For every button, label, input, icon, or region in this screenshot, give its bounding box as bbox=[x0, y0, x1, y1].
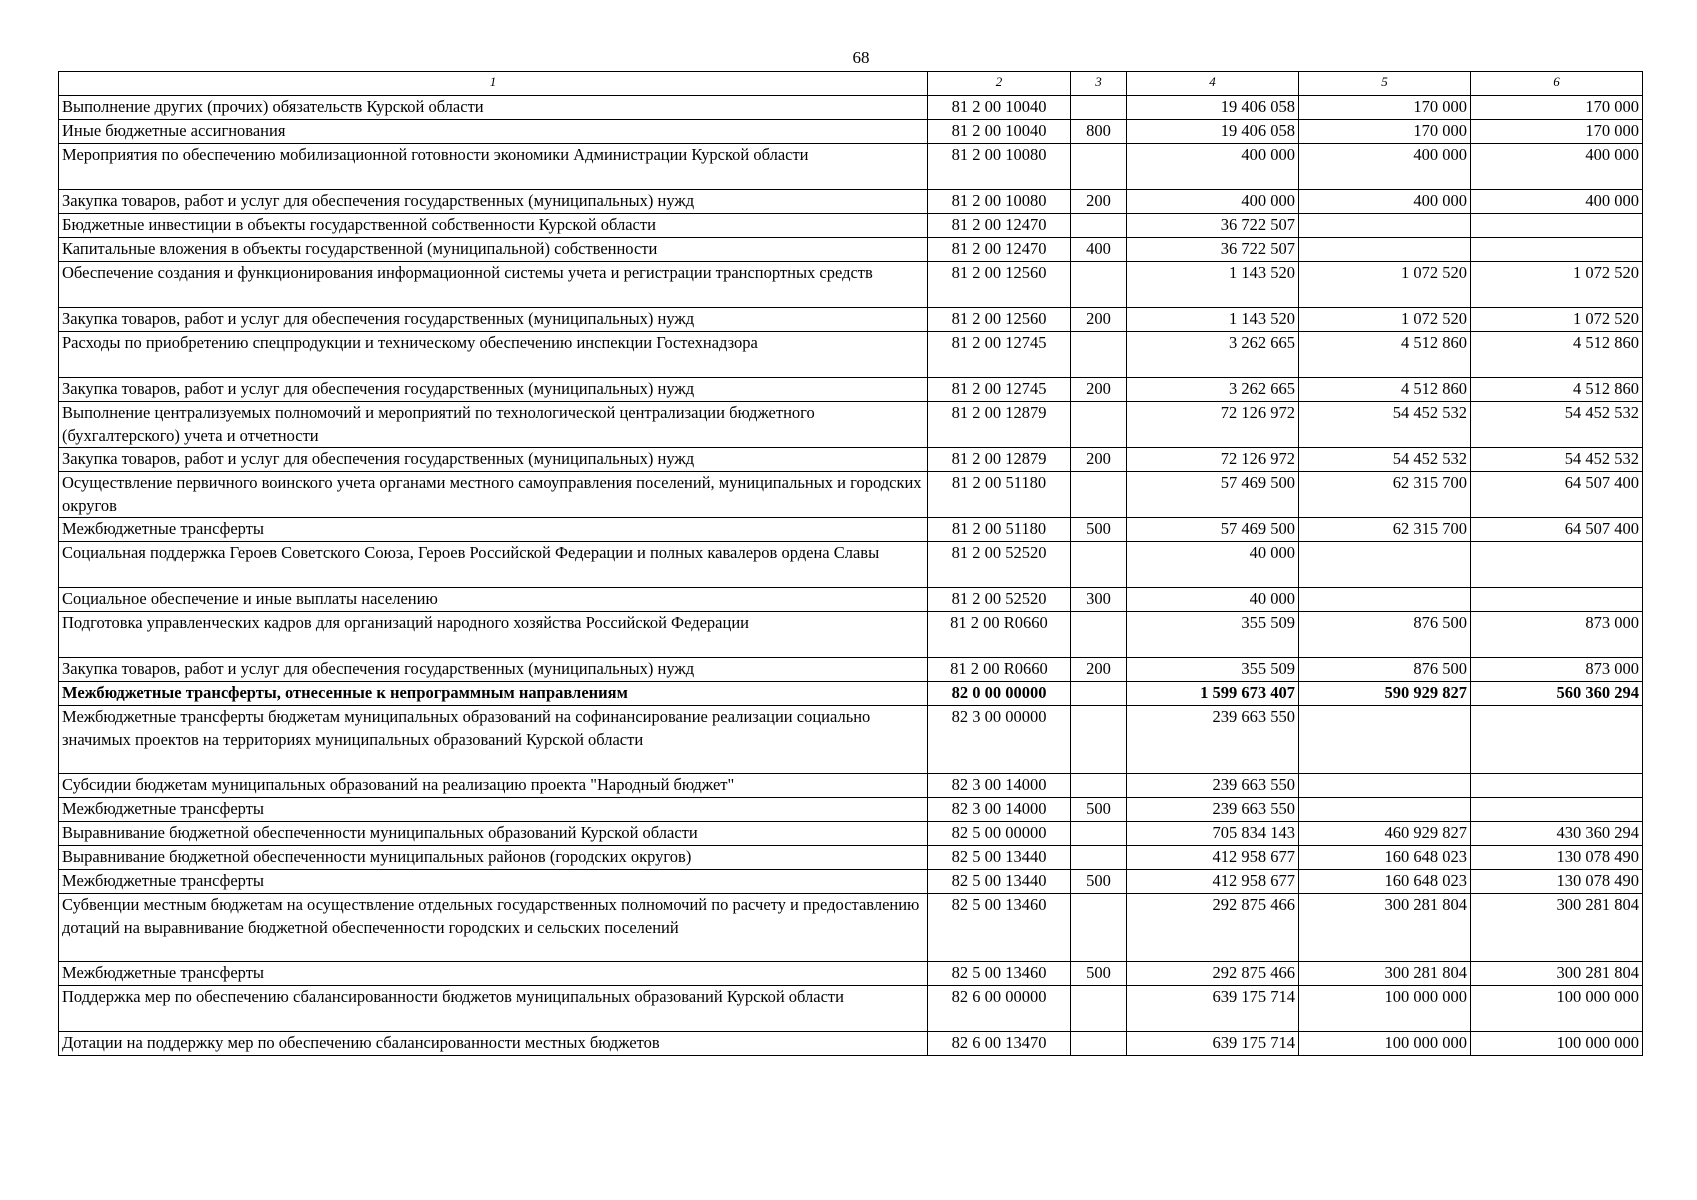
row-value-col4: 57 469 500 bbox=[1127, 518, 1299, 542]
row-code: 82 5 00 13460 bbox=[928, 962, 1071, 986]
row-value-col4: 72 126 972 bbox=[1127, 402, 1299, 448]
row-value-col4: 19 406 058 bbox=[1127, 96, 1299, 120]
row-value-col4: 705 834 143 bbox=[1127, 822, 1299, 846]
row-value-col4: 412 958 677 bbox=[1127, 870, 1299, 894]
row-value-col4: 400 000 bbox=[1127, 144, 1299, 190]
row-expense-type: 500 bbox=[1071, 870, 1127, 894]
budget-table bbox=[58, 71, 1643, 1056]
row-expense-type bbox=[1071, 846, 1127, 870]
table-row bbox=[59, 518, 1643, 542]
row-name: Закупка товаров, работ и услуг для обеспечения государственных (муниципальных) нужд bbox=[59, 378, 928, 402]
row-code: 81 2 00 10040 bbox=[928, 120, 1071, 144]
row-expense-type: 500 bbox=[1071, 518, 1127, 542]
row-expense-type bbox=[1071, 986, 1127, 1032]
column-number: 4 bbox=[1127, 72, 1299, 96]
row-expense-type bbox=[1071, 332, 1127, 378]
row-code: 81 2 00 12560 bbox=[928, 308, 1071, 332]
row-value-col5 bbox=[1299, 542, 1471, 588]
row-value-col4: 412 958 677 bbox=[1127, 846, 1299, 870]
row-value-col5: 170 000 bbox=[1299, 96, 1471, 120]
row-value-col5: 170 000 bbox=[1299, 120, 1471, 144]
row-value-col6: 64 507 400 bbox=[1471, 518, 1643, 542]
row-expense-type bbox=[1071, 214, 1127, 238]
row-value-col6: 64 507 400 bbox=[1471, 472, 1643, 518]
row-expense-type bbox=[1071, 542, 1127, 588]
table-row bbox=[59, 612, 1643, 658]
row-value-col4: 40 000 bbox=[1127, 542, 1299, 588]
row-name: Обеспечение создания и функционирования информационной системы учета и регистрации транспортных средств bbox=[59, 262, 928, 308]
row-code: 81 2 00 12879 bbox=[928, 448, 1071, 472]
row-value-col6: 130 078 490 bbox=[1471, 870, 1643, 894]
row-value-col5: 4 512 860 bbox=[1299, 378, 1471, 402]
table-row bbox=[59, 262, 1643, 308]
row-name: Расходы по приобретению спецпродукции и техническому обеспечению инспекции Гостехнадзора bbox=[59, 332, 928, 378]
row-expense-type: 200 bbox=[1071, 190, 1127, 214]
row-name: Выполнение централизуемых полномочий и мероприятий по технологической централизации бюджетного (бухгалтерского) учета и отчетности bbox=[59, 402, 928, 448]
row-name: Дотации на поддержку мер по обеспечению сбалансированности местных бюджетов bbox=[59, 1032, 928, 1056]
row-value-col5: 54 452 532 bbox=[1299, 402, 1471, 448]
row-name: Поддержка мер по обеспечению сбалансированности бюджетов муниципальных образований Курской области bbox=[59, 986, 928, 1032]
row-value-col4: 400 000 bbox=[1127, 190, 1299, 214]
row-expense-type bbox=[1071, 262, 1127, 308]
row-name: Капитальные вложения в объекты государственной (муниципальной) собственности bbox=[59, 238, 928, 262]
row-name: Бюджетные инвестиции в объекты государственной собственности Курской области bbox=[59, 214, 928, 238]
row-value-col5: 876 500 bbox=[1299, 658, 1471, 682]
row-code: 82 3 00 14000 bbox=[928, 774, 1071, 798]
column-number: 6 bbox=[1471, 72, 1643, 96]
row-value-col6: 430 360 294 bbox=[1471, 822, 1643, 846]
row-value-col6: 100 000 000 bbox=[1471, 986, 1643, 1032]
table-row bbox=[59, 682, 1643, 706]
row-expense-type bbox=[1071, 402, 1127, 448]
row-code: 81 2 00 10080 bbox=[928, 144, 1071, 190]
row-value-col4: 40 000 bbox=[1127, 588, 1299, 612]
row-code: 82 3 00 14000 bbox=[928, 798, 1071, 822]
table-row bbox=[59, 986, 1643, 1032]
row-value-col4: 355 509 bbox=[1127, 612, 1299, 658]
row-value-col6: 170 000 bbox=[1471, 120, 1643, 144]
row-code: 81 2 00 12879 bbox=[928, 402, 1071, 448]
row-expense-type bbox=[1071, 822, 1127, 846]
table-row bbox=[59, 378, 1643, 402]
row-expense-type: 200 bbox=[1071, 308, 1127, 332]
row-value-col5: 400 000 bbox=[1299, 144, 1471, 190]
row-value-col4: 19 406 058 bbox=[1127, 120, 1299, 144]
row-value-col4: 72 126 972 bbox=[1127, 448, 1299, 472]
row-expense-type: 300 bbox=[1071, 588, 1127, 612]
row-value-col5: 4 512 860 bbox=[1299, 332, 1471, 378]
row-value-col6: 560 360 294 bbox=[1471, 682, 1643, 706]
row-expense-type bbox=[1071, 706, 1127, 774]
row-value-col6: 300 281 804 bbox=[1471, 894, 1643, 962]
table-row bbox=[59, 706, 1643, 774]
table-row bbox=[59, 472, 1643, 518]
row-value-col6: 873 000 bbox=[1471, 612, 1643, 658]
row-value-col5 bbox=[1299, 774, 1471, 798]
table-row bbox=[59, 798, 1643, 822]
row-code: 82 6 00 13470 bbox=[928, 1032, 1071, 1056]
row-value-col5: 160 648 023 bbox=[1299, 870, 1471, 894]
row-value-col5: 876 500 bbox=[1299, 612, 1471, 658]
row-value-col6: 54 452 532 bbox=[1471, 402, 1643, 448]
row-value-col5: 100 000 000 bbox=[1299, 986, 1471, 1032]
row-expense-type bbox=[1071, 1032, 1127, 1056]
row-value-col5: 460 929 827 bbox=[1299, 822, 1471, 846]
row-value-col6 bbox=[1471, 542, 1643, 588]
row-value-col4: 57 469 500 bbox=[1127, 472, 1299, 518]
row-code: 82 6 00 00000 bbox=[928, 986, 1071, 1032]
row-name: Осуществление первичного воинского учета органами местного самоуправления поселений, муниципальных и городских округов bbox=[59, 472, 928, 518]
row-value-col6: 400 000 bbox=[1471, 144, 1643, 190]
row-code: 82 0 00 00000 bbox=[928, 682, 1071, 706]
row-value-col6: 400 000 bbox=[1471, 190, 1643, 214]
column-number: 2 bbox=[928, 72, 1071, 96]
table-row bbox=[59, 120, 1643, 144]
row-name: Социальное обеспечение и иные выплаты населению bbox=[59, 588, 928, 612]
row-code: 81 2 00 12470 bbox=[928, 238, 1071, 262]
row-code: 82 5 00 13440 bbox=[928, 846, 1071, 870]
row-name: Закупка товаров, работ и услуг для обеспечения государственных (муниципальных) нужд bbox=[59, 308, 928, 332]
row-name: Межбюджетные трансферты бюджетам муниципальных образований на софинансирование реализации социально значимых проектов на территориях муниципальных образований Курской области bbox=[59, 706, 928, 774]
row-value-col4: 3 262 665 bbox=[1127, 332, 1299, 378]
row-value-col5: 100 000 000 bbox=[1299, 1032, 1471, 1056]
row-expense-type: 800 bbox=[1071, 120, 1127, 144]
page-number: 68 bbox=[852, 48, 870, 67]
table-row bbox=[59, 238, 1643, 262]
row-value-col4: 1 143 520 bbox=[1127, 308, 1299, 332]
row-value-col5: 62 315 700 bbox=[1299, 472, 1471, 518]
row-code: 81 2 00 12470 bbox=[928, 214, 1071, 238]
row-value-col5: 54 452 532 bbox=[1299, 448, 1471, 472]
row-code: 81 2 00 52520 bbox=[928, 542, 1071, 588]
table-row bbox=[59, 308, 1643, 332]
row-expense-type bbox=[1071, 894, 1127, 962]
row-value-col5: 62 315 700 bbox=[1299, 518, 1471, 542]
row-value-col4: 1 599 673 407 bbox=[1127, 682, 1299, 706]
row-expense-type: 200 bbox=[1071, 378, 1127, 402]
row-value-col5: 300 281 804 bbox=[1299, 962, 1471, 986]
row-expense-type: 200 bbox=[1071, 658, 1127, 682]
row-code: 81 2 00 R0660 bbox=[928, 612, 1071, 658]
row-value-col6: 100 000 000 bbox=[1471, 1032, 1643, 1056]
table-row bbox=[59, 96, 1643, 120]
row-value-col6: 54 452 532 bbox=[1471, 448, 1643, 472]
row-name: Субсидии бюджетам муниципальных образований на реализацию проекта "Народный бюджет" bbox=[59, 774, 928, 798]
row-code: 82 3 00 00000 bbox=[928, 706, 1071, 774]
table-row bbox=[59, 214, 1643, 238]
row-name: Закупка товаров, работ и услуг для обеспечения государственных (муниципальных) нужд bbox=[59, 190, 928, 214]
row-code: 81 2 00 R0660 bbox=[928, 658, 1071, 682]
row-value-col5: 400 000 bbox=[1299, 190, 1471, 214]
row-expense-type bbox=[1071, 144, 1127, 190]
row-name: Закупка товаров, работ и услуг для обеспечения государственных (муниципальных) нужд bbox=[59, 448, 928, 472]
row-value-col6: 300 281 804 bbox=[1471, 962, 1643, 986]
table-row bbox=[59, 402, 1643, 448]
row-expense-type: 500 bbox=[1071, 798, 1127, 822]
table-row bbox=[59, 894, 1643, 962]
table-row bbox=[59, 774, 1643, 798]
row-code: 81 2 00 12745 bbox=[928, 378, 1071, 402]
row-value-col4: 292 875 466 bbox=[1127, 894, 1299, 962]
row-value-col6: 130 078 490 bbox=[1471, 846, 1643, 870]
row-name: Межбюджетные трансферты bbox=[59, 798, 928, 822]
row-name: Межбюджетные трансферты bbox=[59, 962, 928, 986]
row-name: Субвенции местным бюджетам на осуществление отдельных государственных полномочий по расчету и предоставлению дотаций на выравнивание бюджетной обеспеченности городских и сельских поселений bbox=[59, 894, 928, 962]
row-code: 82 5 00 13460 bbox=[928, 894, 1071, 962]
row-name: Выравнивание бюджетной обеспеченности муниципальных образований Курской области bbox=[59, 822, 928, 846]
table-row bbox=[59, 1032, 1643, 1056]
row-value-col5 bbox=[1299, 214, 1471, 238]
row-value-col6 bbox=[1471, 214, 1643, 238]
row-value-col5 bbox=[1299, 238, 1471, 262]
row-value-col5: 300 281 804 bbox=[1299, 894, 1471, 962]
row-value-col5: 1 072 520 bbox=[1299, 308, 1471, 332]
row-expense-type bbox=[1071, 682, 1127, 706]
table-row bbox=[59, 332, 1643, 378]
row-name: Межбюджетные трансферты bbox=[59, 870, 928, 894]
row-name: Выполнение других (прочих) обязательств Курской области bbox=[59, 96, 928, 120]
row-value-col6 bbox=[1471, 588, 1643, 612]
row-value-col4: 239 663 550 bbox=[1127, 774, 1299, 798]
table-row bbox=[59, 962, 1643, 986]
row-value-col4: 1 143 520 bbox=[1127, 262, 1299, 308]
row-name: Межбюджетные трансферты bbox=[59, 518, 928, 542]
row-code: 81 2 00 51180 bbox=[928, 472, 1071, 518]
table-row bbox=[59, 190, 1643, 214]
row-code: 81 2 00 10080 bbox=[928, 190, 1071, 214]
table-row bbox=[59, 588, 1643, 612]
row-code: 81 2 00 12745 bbox=[928, 332, 1071, 378]
row-code: 81 2 00 52520 bbox=[928, 588, 1071, 612]
row-value-col4: 639 175 714 bbox=[1127, 986, 1299, 1032]
row-code: 81 2 00 12560 bbox=[928, 262, 1071, 308]
row-value-col4: 355 509 bbox=[1127, 658, 1299, 682]
row-expense-type bbox=[1071, 774, 1127, 798]
row-value-col6: 4 512 860 bbox=[1471, 332, 1643, 378]
table-row bbox=[59, 448, 1643, 472]
row-value-col6: 1 072 520 bbox=[1471, 308, 1643, 332]
row-value-col4: 639 175 714 bbox=[1127, 1032, 1299, 1056]
row-value-col6 bbox=[1471, 798, 1643, 822]
row-value-col6: 1 072 520 bbox=[1471, 262, 1643, 308]
row-value-col5: 160 648 023 bbox=[1299, 846, 1471, 870]
row-name: Закупка товаров, работ и услуг для обеспечения государственных (муниципальных) нужд bbox=[59, 658, 928, 682]
row-value-col6: 170 000 bbox=[1471, 96, 1643, 120]
row-name: Выравнивание бюджетной обеспеченности муниципальных районов (городских округов) bbox=[59, 846, 928, 870]
table-row bbox=[59, 822, 1643, 846]
row-code: 81 2 00 51180 bbox=[928, 518, 1071, 542]
row-code: 82 5 00 00000 bbox=[928, 822, 1071, 846]
row-name: Иные бюджетные ассигнования bbox=[59, 120, 928, 144]
row-value-col6 bbox=[1471, 706, 1643, 774]
row-expense-type bbox=[1071, 612, 1127, 658]
row-code: 81 2 00 10040 bbox=[928, 96, 1071, 120]
row-expense-type: 400 bbox=[1071, 238, 1127, 262]
table-row bbox=[59, 870, 1643, 894]
row-value-col5 bbox=[1299, 798, 1471, 822]
table-row bbox=[59, 144, 1643, 190]
row-name: Межбюджетные трансферты, отнесенные к непрограммным направлениям bbox=[59, 682, 928, 706]
column-number-row bbox=[59, 72, 1643, 96]
column-number: 1 bbox=[59, 72, 928, 96]
row-name: Социальная поддержка Героев Советского Союза, Героев Российской Федерации и полных кавалеров ордена Славы bbox=[59, 542, 928, 588]
row-value-col5: 1 072 520 bbox=[1299, 262, 1471, 308]
row-value-col6: 873 000 bbox=[1471, 658, 1643, 682]
table-row bbox=[59, 542, 1643, 588]
table-row bbox=[59, 658, 1643, 682]
row-value-col4: 239 663 550 bbox=[1127, 798, 1299, 822]
row-expense-type bbox=[1071, 472, 1127, 518]
row-value-col4: 36 722 507 bbox=[1127, 214, 1299, 238]
row-expense-type: 200 bbox=[1071, 448, 1127, 472]
row-value-col6 bbox=[1471, 774, 1643, 798]
row-name: Мероприятия по обеспечению мобилизационной готовности экономики Администрации Курской области bbox=[59, 144, 928, 190]
row-value-col4: 292 875 466 bbox=[1127, 962, 1299, 986]
row-value-col4: 36 722 507 bbox=[1127, 238, 1299, 262]
row-value-col5 bbox=[1299, 588, 1471, 612]
column-number: 3 bbox=[1071, 72, 1127, 96]
row-code: 82 5 00 13440 bbox=[928, 870, 1071, 894]
row-value-col4: 3 262 665 bbox=[1127, 378, 1299, 402]
row-value-col4: 239 663 550 bbox=[1127, 706, 1299, 774]
column-number: 5 bbox=[1299, 72, 1471, 96]
row-value-col5: 590 929 827 bbox=[1299, 682, 1471, 706]
table-row bbox=[59, 846, 1643, 870]
row-value-col6 bbox=[1471, 238, 1643, 262]
row-expense-type: 500 bbox=[1071, 962, 1127, 986]
row-value-col5 bbox=[1299, 706, 1471, 774]
row-expense-type bbox=[1071, 96, 1127, 120]
row-value-col6: 4 512 860 bbox=[1471, 378, 1643, 402]
row-name: Подготовка управленческих кадров для организаций народного хозяйства Российской Федерации bbox=[59, 612, 928, 658]
